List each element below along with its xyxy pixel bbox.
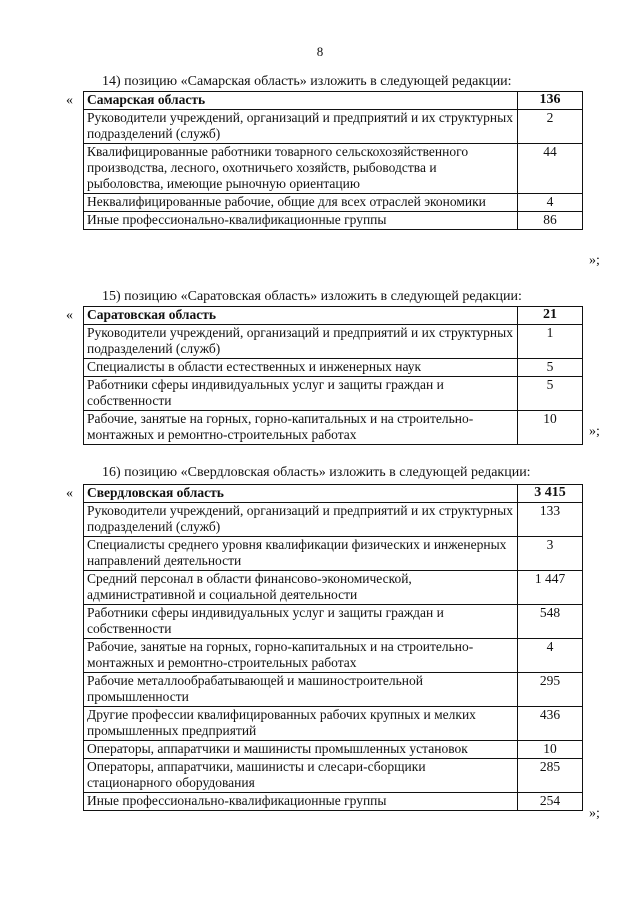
table-row [84,212,583,230]
row-label: Руководители учреждений, организаций и предприятий и их структурных подразделений (служб) [84,325,518,359]
closing-quote: »; [589,253,600,268]
row-value: 295 [518,673,583,707]
row-value: 436 [518,707,583,741]
table-row [84,759,583,793]
row-value: 4 [518,639,583,673]
row-label: Другие профессии квалифицированных рабочих крупных и мелких промышленных предприятий [84,707,518,741]
table-row [84,639,583,673]
table-row [84,571,583,605]
table-header-row [84,92,583,110]
row-value: 10 [518,411,583,445]
row-label: Рабочие, занятые на горных, горно-капитальных и на строительно-монтажных и ремонтно-строительных работах [84,411,518,445]
region-name: Свердловская область [84,485,518,503]
row-label: Руководители учреждений, организаций и предприятий и их структурных подразделений (служб) [84,503,518,537]
row-label: Квалифицированные работники товарного сельскохозяйственного производства, лесного, охотничьего хозяйств, рыбоводства и рыболовства, имеющие рыночную ориентацию [84,144,518,194]
row-value: 5 [518,377,583,411]
row-label: Специалисты в области естественных и инженерных наук [84,359,518,377]
row-label: Работники сферы индивидуальных услуг и защиты граждан и собственности [84,377,518,411]
closing-quote: »; [589,424,600,439]
region-total: 136 [518,92,583,110]
closing-quote: »; [589,806,600,821]
saratov-table [83,306,583,445]
row-value: 4 [518,194,583,212]
table-header-row [84,485,583,503]
section-intro-sverdlovsk: 16) позицию «Свердловская область» изложить в следующей редакции: [102,465,531,480]
samara-table [83,91,583,230]
region-total: 21 [518,307,583,325]
table-row [84,605,583,639]
opening-quote: « [66,308,73,323]
table-row [84,110,583,144]
row-label: Специалисты среднего уровня квалификации физических и инженерных направлений деятельности [84,537,518,571]
table-row [84,411,583,445]
table-row [84,359,583,377]
section-intro-samara: 14) позицию «Самарская область» изложить в следующей редакции: [102,74,512,89]
page-number: 8 [316,44,324,59]
row-label: Средний персонал в области финансово-экономической, административной и социальной деятельности [84,571,518,605]
table-row [84,793,583,811]
row-label: Операторы, аппаратчики, машинисты и слесари-сборщики стационарного оборудования [84,759,518,793]
row-label: Рабочие металлообрабатывающей и машиностроительной промышленности [84,673,518,707]
row-value: 285 [518,759,583,793]
row-label: Иные профессионально-квалификационные группы [84,793,518,811]
section-intro-saratov: 15) позицию «Саратовская область» изложить в следующей редакции: [102,289,522,304]
row-value: 254 [518,793,583,811]
region-total: 3 415 [518,485,583,503]
table-row [84,741,583,759]
table-row [84,144,583,194]
row-value: 133 [518,503,583,537]
row-label: Неквалифицированные рабочие, общие для всех отраслей экономики [84,194,518,212]
table-row [84,673,583,707]
row-value: 5 [518,359,583,377]
table-row [84,194,583,212]
row-value: 86 [518,212,583,230]
row-value: 548 [518,605,583,639]
table-row [84,503,583,537]
region-name: Самарская область [84,92,518,110]
row-value: 44 [518,144,583,194]
row-label: Работники сферы индивидуальных услуг и защиты граждан и собственности [84,605,518,639]
row-label: Рабочие, занятые на горных, горно-капитальных и на строительно-монтажных и ремонтно-строительных работах [84,639,518,673]
sverdlovsk-table [83,484,583,811]
table-header-row [84,307,583,325]
row-value: 3 [518,537,583,571]
row-label: Руководители учреждений, организаций и предприятий и их структурных подразделений (служб) [84,110,518,144]
row-label: Иные профессионально-квалификационные группы [84,212,518,230]
region-name: Саратовская область [84,307,518,325]
row-label: Операторы, аппаратчики и машинисты промышленных установок [84,741,518,759]
table-row [84,377,583,411]
table-row [84,707,583,741]
opening-quote: « [66,93,73,108]
row-value: 2 [518,110,583,144]
row-value: 1 [518,325,583,359]
row-value: 1 447 [518,571,583,605]
table-row [84,537,583,571]
row-value: 10 [518,741,583,759]
table-row [84,325,583,359]
opening-quote: « [66,486,73,501]
